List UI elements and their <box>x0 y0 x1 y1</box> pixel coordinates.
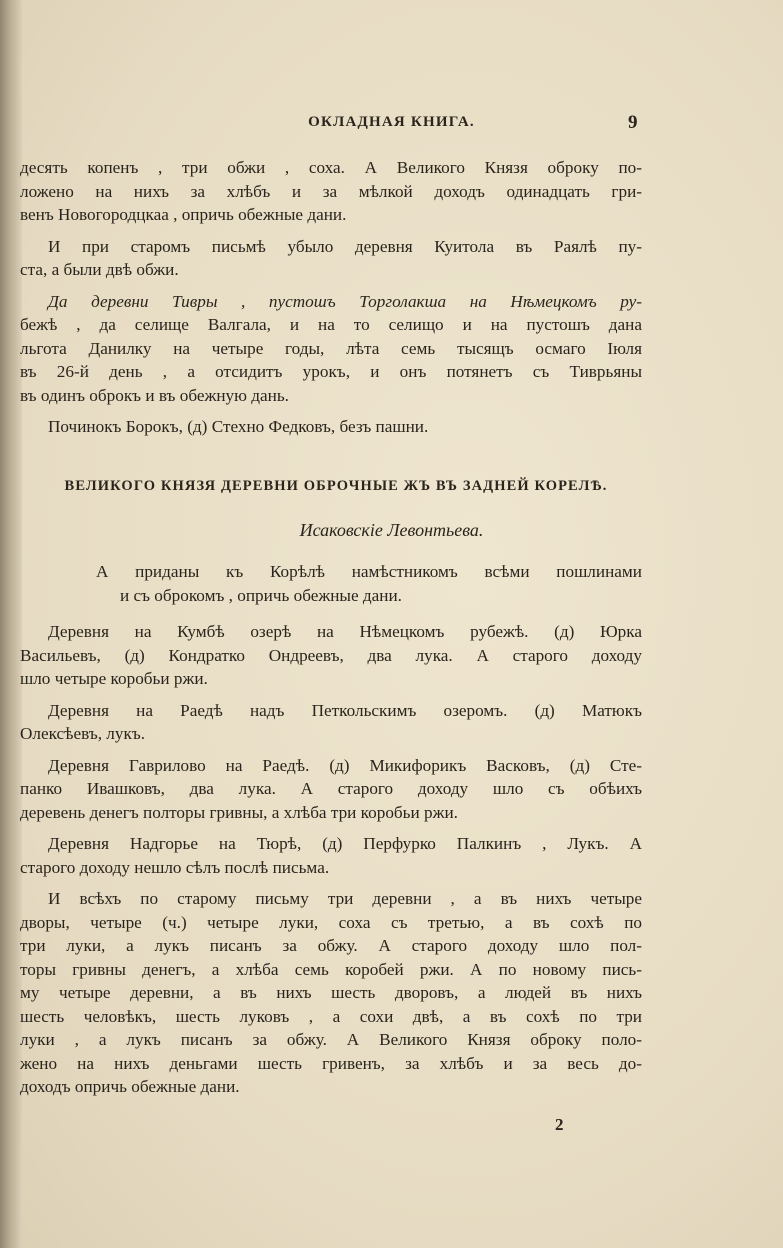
text-line: деревень денегъ полторы гривны, а хлѣба три коробьи ржи. <box>20 802 458 822</box>
section-heading: ВЕЛИКОГО КНЯЗЯ ДЕРЕВНИ ОБРОЧНЫЕ ЖЪ ВЪ ЗАДНЕЙ КОРЕЛѢ. <box>64 478 608 494</box>
text-line: жено на нихъ деньгами шесть гривенъ, за хлѣбъ и за весь до- <box>20 1053 642 1073</box>
paragraph-4 <box>20 415 642 439</box>
section-subheading: Исаковскіе Левонтьева. <box>299 520 484 540</box>
text-line: льгота Данилку на четыре годы, лѣта семь тысящъ осмаго Іюля <box>20 338 642 358</box>
text-line: ложено на нихъ за хлѣбъ и за мѣлкой доходъ одинадцать гри- <box>20 181 642 201</box>
section-note <box>96 560 642 607</box>
text-line: И всѣхъ по старому письму три деревни , а въ нихъ четыре <box>48 889 642 908</box>
text-line: панко Ивашковъ, два лука. А старого доходу шло съ обѣихъ <box>20 779 642 798</box>
text-line: доходъ опричь обежные дани. <box>20 1077 240 1096</box>
text-line: луки , а лукъ писанъ за обжу. А Великого Князя оброку поло- <box>20 1030 642 1049</box>
entry-4 <box>20 832 642 879</box>
paragraph-3 <box>20 290 642 408</box>
text-line: въ одинъ оброкъ и въ обежную дань. <box>20 385 289 405</box>
text-line: венъ Новогородцкаа , опричь обежные дани. <box>20 205 347 224</box>
text-line: бежѣ , да селище Валгала, и на то селищо и на пустошъ дана <box>20 315 642 334</box>
entry-1 <box>20 620 642 691</box>
paragraph-1 <box>20 156 642 227</box>
text-line: шло четыре коробьи ржи. <box>20 669 208 688</box>
paragraph-2 <box>20 235 642 282</box>
text-line: торы гривны денегъ, а хлѣба семь коробей ржи. А по новому пись- <box>20 959 642 979</box>
text-line: три луки, а лукъ писанъ за обжу. А старого доходу шло пол- <box>20 936 642 955</box>
entry-2 <box>20 699 642 746</box>
text-line: И при старомъ письмѣ убыло деревня Куитола въ Раялѣ пу- <box>48 236 642 256</box>
running-header: ОКЛАДНАЯ КНИГА. <box>308 114 475 130</box>
text-line: десять копенъ , три обжи , соха. А Великого Князя оброку по- <box>20 158 642 177</box>
text-line: шесть человѣкъ, шесть луковъ , а сохи двѣ, а въ сохѣ по три <box>20 1006 642 1026</box>
text-line: му четыре деревни, а въ нихъ шесть дворовъ, а людей въ нихъ <box>20 983 642 1002</box>
top-text-block <box>20 156 642 439</box>
text-line: въ 26-й день , а отсидитъ урокъ, и онъ потянетъ съ Тиврьяны <box>20 362 642 381</box>
text-line: Васильевъ, (д) Кондратко Ондреевъ, два лука. А старого доходу <box>20 645 642 665</box>
text-line: дворы, четыре (ч.) четыре луки, соха съ третью, а въ сохѣ по <box>20 912 642 932</box>
text-line: Деревня на Раедѣ надъ Петкольскимъ озеромъ. (д) Матюкъ <box>48 700 642 720</box>
text-line: и съ оброкомъ , опричь обежные дани. <box>120 585 402 605</box>
text-line: А приданы къ Корѣлѣ намѣстникомъ всѣми пошлинами <box>96 562 642 581</box>
text-line: Деревня на Кумбѣ озерѣ на Нѣмецкомъ рубежѣ. (д) Юрка <box>48 622 642 641</box>
signature-mark: 2 <box>555 1115 564 1134</box>
text-line: ста, а были двѣ обжи. <box>20 260 179 279</box>
entries-block <box>20 620 642 1099</box>
text-line: Деревня Надгорье на Тюрѣ, (д) Перфурко Палкинъ , Лукъ. А <box>48 834 642 853</box>
page-gutter-shadow <box>0 0 22 1248</box>
text-line: старого доходу нешло сѣлъ послѣ письма. <box>20 857 330 877</box>
text-line: Деревня Гаврилово на Раедѣ. (д) Микифорикъ Васковъ, (д) Сте- <box>48 755 642 775</box>
summary-paragraph <box>20 887 642 1099</box>
text-line: Починокъ Борокъ, (д) Стехно Федковъ, безъ пашни. <box>48 417 429 436</box>
entry-3 <box>20 754 642 825</box>
text-line: Олексѣевъ, лукъ. <box>20 724 146 743</box>
text-line: Да деревни Тивры , пустошъ Торголакша на Нѣмецкомъ ру- <box>48 291 642 311</box>
page-number: 9 <box>628 112 638 133</box>
